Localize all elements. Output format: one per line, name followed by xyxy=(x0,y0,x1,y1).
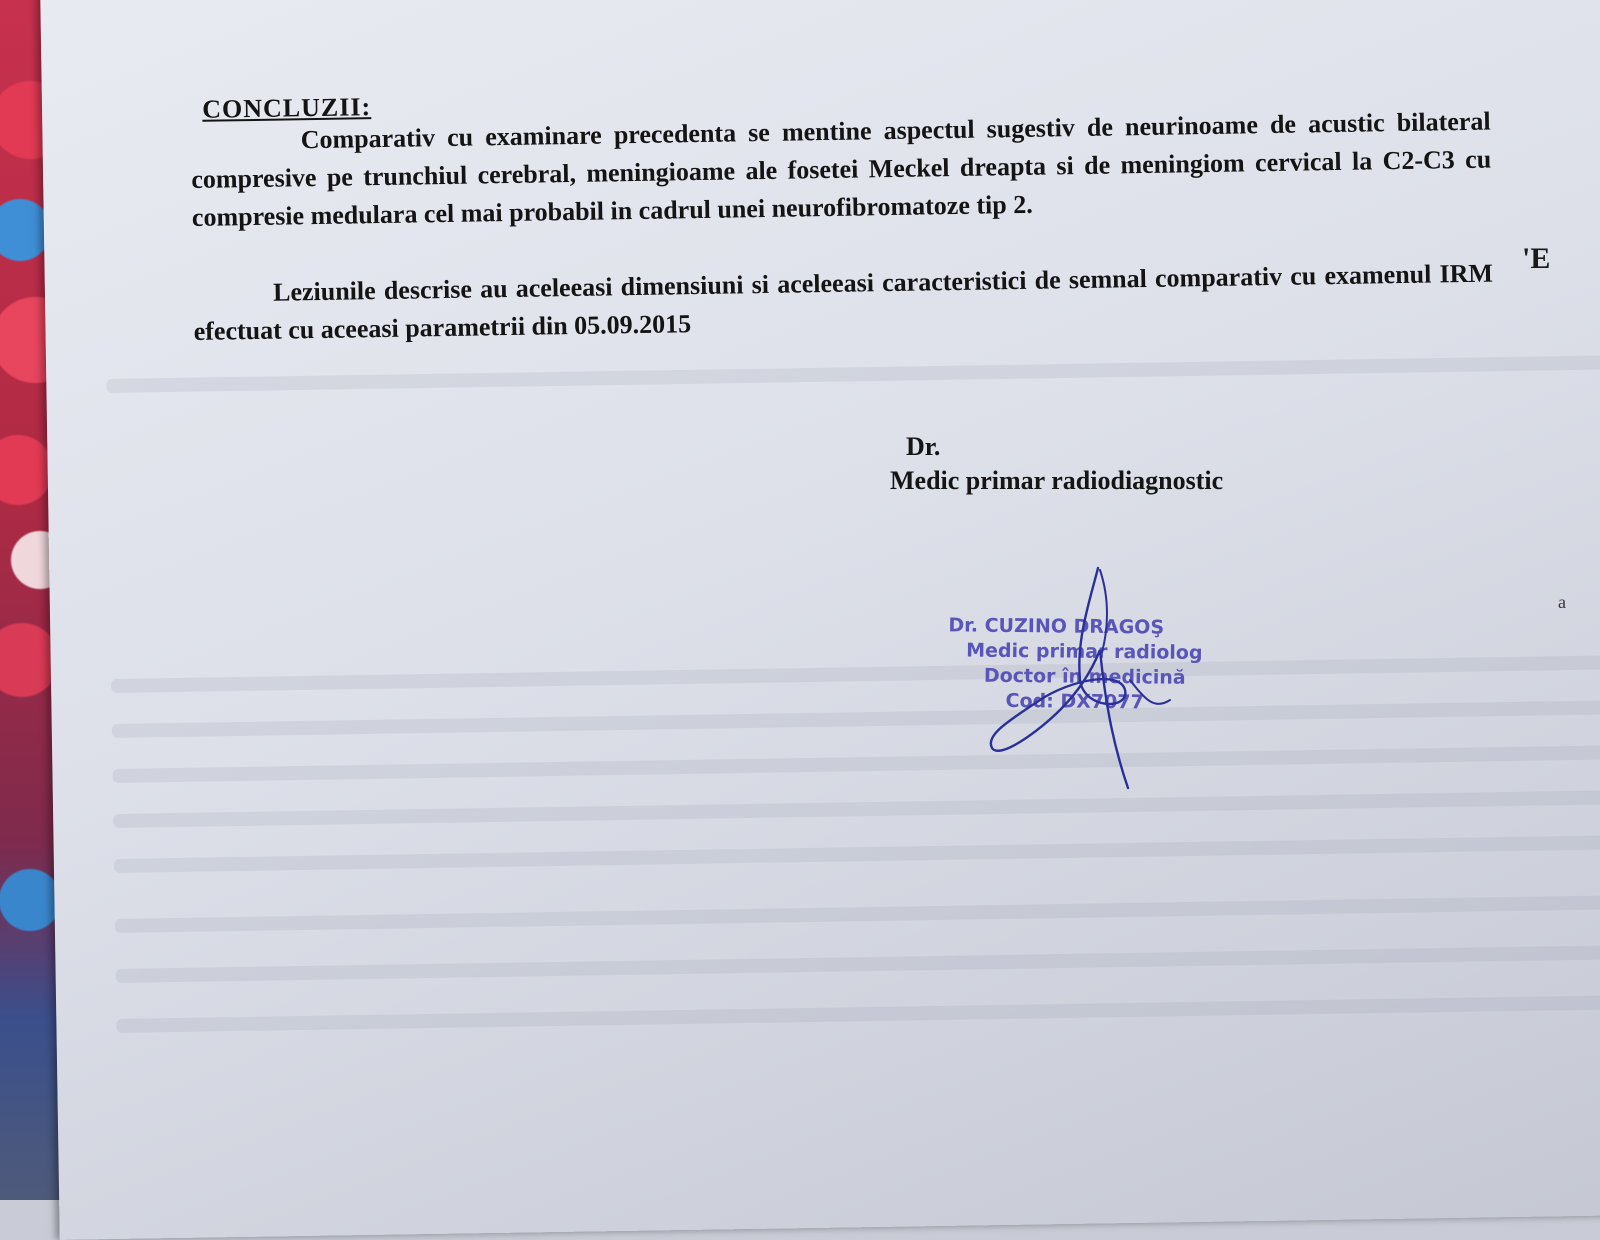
stamp-degree: Doctor în medicină xyxy=(983,664,1186,689)
conclusion-paragraph-2: Leziunile descrise au aceleeasi dimensiuni si aceleeasi caracteristici de semnal comparativ cu examenul IRM efectuat cu aceeasi parametrii din 05.09.2015 xyxy=(193,258,1494,346)
bleed-through-line xyxy=(116,995,1600,1033)
handwritten-signature xyxy=(980,560,1180,800)
doctor-role: Medic primar radiodiagnostic xyxy=(890,466,1224,495)
conclusions-heading: CONCLUZII: xyxy=(201,92,372,124)
bleed-through-line xyxy=(116,945,1600,983)
conclusions-section xyxy=(190,74,1506,495)
bleed-through-line xyxy=(112,700,1600,738)
stamp-name: Dr. CUZINO DRAGOŞ xyxy=(948,614,1165,639)
bleed-through-line xyxy=(112,745,1600,783)
cut-off-text: 'E xyxy=(1522,242,1551,275)
signature-block xyxy=(890,430,1223,498)
bleed-through-line xyxy=(111,655,1600,693)
bleed-through-line xyxy=(113,790,1600,828)
cut-off-text: a xyxy=(1558,592,1566,612)
bleed-through-line xyxy=(115,895,1600,933)
conclusion-paragraph-1: Comparativ cu examinare precedenta se mentine aspectul sugestiv de neurinoame de acustic bilateral compresive pe trunchiul cerebral, meningioame ale fosetei Meckel dreapta si de meningiom cervical la C2-C3 cu compresie medulara cel mai probabil in cadrul unei neurofibromatoze tip 2. xyxy=(191,106,1492,232)
stamp-role: Medic primar radiolog xyxy=(966,639,1203,664)
stamp-code: Cod: DX7077 xyxy=(1005,689,1144,714)
bleed-through-line xyxy=(114,835,1600,873)
doctor-title: Dr. xyxy=(906,432,941,461)
